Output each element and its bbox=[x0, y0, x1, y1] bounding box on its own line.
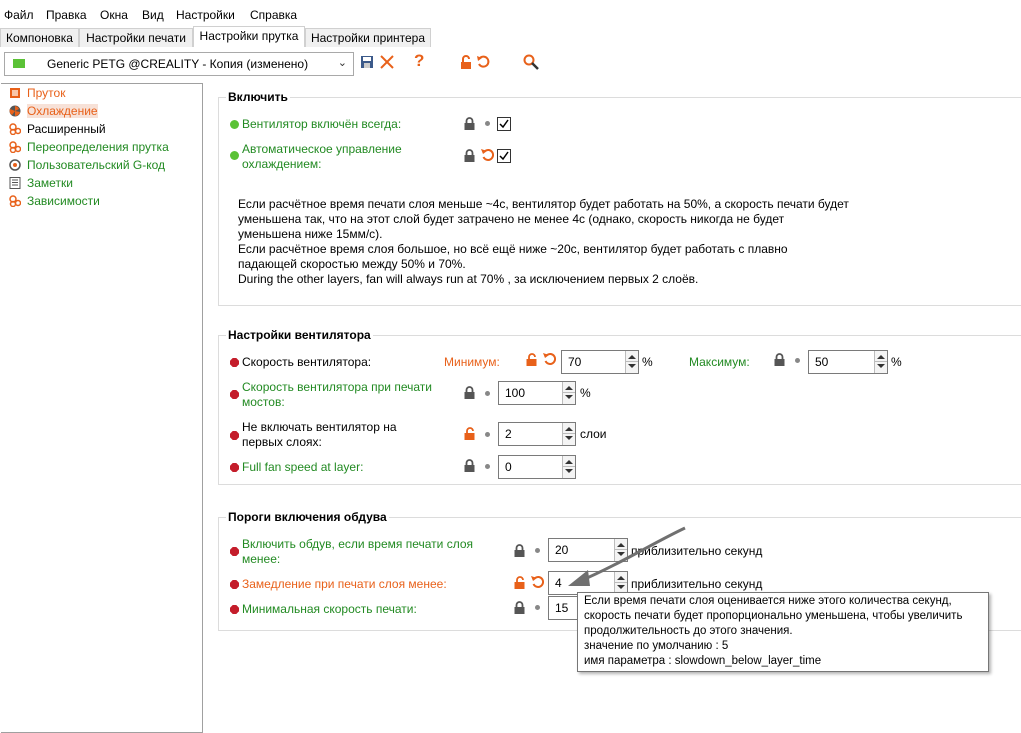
chevron-down-icon: ⌄ bbox=[337, 57, 347, 69]
lock-icon[interactable] bbox=[464, 459, 475, 472]
auto-cooling-label-1: Автоматическое управление bbox=[242, 142, 402, 156]
filament-flag-icon bbox=[13, 59, 25, 68]
enable-fan-below-label-1: Включить обдув, если время печати слоя bbox=[242, 537, 474, 551]
min-fan-speed-input[interactable]: 70 bbox=[561, 350, 639, 374]
tree-item-advanced[interactable]: Расширенный bbox=[9, 122, 106, 139]
approx-seconds-unit: приблизительно секунд bbox=[631, 577, 763, 591]
bridge-fan-label-1: Скорость вентилятора при печати bbox=[242, 380, 432, 394]
description-line: уменьшена ниже 15мм/с). bbox=[238, 227, 383, 241]
auto-cooling-label-2: охлаждением: bbox=[242, 157, 322, 171]
save-icon[interactable] bbox=[360, 55, 374, 69]
tooltip-line: Если время печати слоя оценивается ниже этого количества секунд, bbox=[584, 595, 952, 607]
lock-icon[interactable] bbox=[464, 117, 475, 130]
disable-fan-label-2: первых слоях: bbox=[242, 435, 322, 449]
help-icon[interactable]: ? bbox=[414, 51, 425, 70]
unlock-icon[interactable] bbox=[464, 427, 476, 440]
undo-icon[interactable] bbox=[531, 575, 544, 589]
auto-cooling-checkbox[interactable] bbox=[497, 149, 511, 163]
menu-settings[interactable]: Настройки bbox=[176, 8, 235, 22]
lock-icon[interactable] bbox=[464, 386, 475, 399]
gcode-icon bbox=[9, 159, 21, 171]
menu-edit[interactable]: Правка bbox=[46, 8, 87, 22]
menu-view[interactable]: Вид bbox=[142, 8, 164, 22]
lock-icon[interactable] bbox=[514, 601, 525, 614]
min-print-speed-input[interactable]: 15 bbox=[548, 596, 628, 620]
simple-mode-dot bbox=[230, 120, 239, 129]
enable-fan-below-input[interactable]: 20 bbox=[548, 538, 628, 562]
unlock-icon[interactable] bbox=[460, 55, 474, 70]
bridge-fan-label-2: мостов: bbox=[242, 395, 285, 409]
spin-buttons[interactable] bbox=[562, 423, 575, 445]
tooltip-param-name: имя параметра : slowdown_below_layer_time bbox=[584, 655, 822, 667]
description-line: падающей скоростью между 50% и 70%. bbox=[238, 257, 466, 271]
spin-buttons[interactable] bbox=[625, 351, 638, 373]
slowdown-tooltip bbox=[577, 592, 989, 672]
tab-plater[interactable]: Компоновка bbox=[0, 28, 79, 47]
default-bullet-icon bbox=[535, 548, 540, 553]
undo-icon[interactable] bbox=[476, 55, 490, 70]
tab-printer-settings[interactable]: Настройки принтера bbox=[305, 28, 431, 47]
spin-buttons[interactable] bbox=[874, 351, 887, 373]
default-bullet-icon bbox=[485, 432, 490, 437]
description-line: Если расчётное время печати слоя меньше ~4с, вентилятор будет работать на 50%, а скорость печати будет bbox=[238, 197, 849, 211]
simple-mode-dot bbox=[230, 151, 239, 160]
min-fan-label: Минимум: bbox=[444, 355, 500, 369]
percent-unit: % bbox=[580, 386, 591, 400]
default-bullet-icon bbox=[485, 391, 490, 396]
default-bullet-icon bbox=[485, 464, 490, 469]
spool-icon bbox=[9, 87, 21, 99]
tree-item-cooling[interactable]: Охлаждение bbox=[9, 104, 98, 121]
enable-group-title: Включить bbox=[228, 90, 288, 104]
annotation-arrow-icon bbox=[560, 524, 690, 590]
lock-icon[interactable] bbox=[774, 353, 785, 366]
bridge-fan-speed-input[interactable]: 100 bbox=[498, 381, 576, 405]
tooltip-line: продолжительность до этого значения. bbox=[584, 625, 793, 637]
tree-item-overrides[interactable]: Переопределения прутка bbox=[9, 140, 169, 157]
disable-fan-label-1: Не включать вентилятор на bbox=[242, 420, 397, 434]
expert-mode-dot bbox=[230, 390, 239, 399]
full-fan-speed-layer-input[interactable]: 0 bbox=[498, 455, 576, 479]
undo-icon[interactable] bbox=[481, 148, 494, 162]
lock-icon[interactable] bbox=[464, 149, 475, 162]
cooling-description bbox=[238, 197, 858, 287]
preset-name: Generic PETG @CREALITY - Копия (изменено) bbox=[47, 57, 309, 71]
cooling-thresholds-group-title: Пороги включения обдува bbox=[228, 510, 387, 524]
fan-always-on-label: Вентилятор включён всегда: bbox=[242, 117, 402, 131]
fan-settings-group-title: Настройки вентилятора bbox=[228, 328, 371, 342]
expert-mode-dot bbox=[230, 358, 239, 367]
tree-item-dependencies[interactable]: Зависимости bbox=[9, 194, 100, 211]
spin-buttons[interactable] bbox=[562, 456, 575, 478]
expert-mode-dot bbox=[230, 431, 239, 440]
unlock-icon[interactable] bbox=[514, 576, 526, 589]
percent-unit: % bbox=[891, 355, 902, 369]
notes-icon bbox=[9, 177, 21, 189]
fan-icon bbox=[9, 105, 21, 117]
preset-dropdown[interactable] bbox=[4, 52, 354, 76]
tree-item-filament[interactable]: Пруток bbox=[9, 86, 65, 103]
description-line: Если расчётное время слоя большое, но всё ещё ниже ~20с, вентилятор будет работать с плавно bbox=[238, 242, 788, 256]
max-fan-speed-input[interactable]: 50 bbox=[808, 350, 888, 374]
tooltip-default-value: значение по умолчанию : 5 bbox=[584, 640, 729, 652]
overrides-icon bbox=[9, 141, 21, 153]
tab-print-settings[interactable]: Настройки печати bbox=[79, 28, 193, 47]
default-bullet-icon bbox=[535, 605, 540, 610]
approx-seconds-unit: приблизительно секунд bbox=[631, 544, 763, 558]
spin-buttons[interactable] bbox=[562, 382, 575, 404]
full-fan-speed-label: Full fan speed at layer: bbox=[242, 460, 364, 474]
undo-icon[interactable] bbox=[543, 352, 556, 366]
default-bullet-icon bbox=[485, 121, 490, 126]
advanced-icon bbox=[9, 123, 21, 135]
delete-icon[interactable] bbox=[379, 55, 395, 69]
menu-file[interactable]: Файл bbox=[4, 8, 34, 22]
description-line: During the other layers, fan will always run at 70% , за исключением первых 2 слоёв. bbox=[238, 272, 699, 286]
unlock-icon[interactable] bbox=[526, 353, 538, 366]
menu-windows[interactable]: Окна bbox=[100, 8, 128, 22]
min-print-speed-label: Минимальная скорость печати: bbox=[242, 602, 417, 616]
search-icon[interactable] bbox=[523, 54, 540, 71]
menu-bar bbox=[0, 0, 1021, 28]
fan-always-on-checkbox[interactable] bbox=[497, 117, 511, 131]
tree-item-notes[interactable]: Заметки bbox=[9, 176, 73, 193]
default-bullet-icon bbox=[795, 358, 800, 363]
slowdown-below-label: Замедление при печати слоя менее: bbox=[242, 577, 447, 591]
expert-mode-dot bbox=[230, 463, 239, 472]
menu-help[interactable]: Справка bbox=[250, 8, 298, 22]
fan-speed-label: Скорость вентилятора: bbox=[242, 355, 372, 369]
tooltip-line: скорость печати будет пропорционально уменьшена, чтобы увеличить bbox=[584, 610, 963, 622]
enable-fan-below-label-2: менее: bbox=[242, 552, 281, 566]
layers-unit: слои bbox=[580, 427, 607, 441]
tab-bar bbox=[0, 28, 1021, 48]
dependencies-icon bbox=[9, 195, 21, 207]
description-line: уменьшена так, что на этот слой будет затрачено не менее 4с (однако, скорость никогда не будет bbox=[238, 212, 785, 226]
percent-unit: % bbox=[642, 355, 653, 369]
max-fan-label: Максимум: bbox=[689, 355, 750, 369]
tree-item-custom-gcode[interactable]: Пользовательский G-код bbox=[9, 158, 165, 175]
disable-fan-layers-input[interactable]: 2 bbox=[498, 422, 576, 446]
slowdown-below-input[interactable]: 4 bbox=[548, 571, 628, 595]
lock-icon[interactable] bbox=[514, 544, 525, 557]
tab-filament-settings[interactable]: Настройки прутка bbox=[193, 26, 305, 47]
